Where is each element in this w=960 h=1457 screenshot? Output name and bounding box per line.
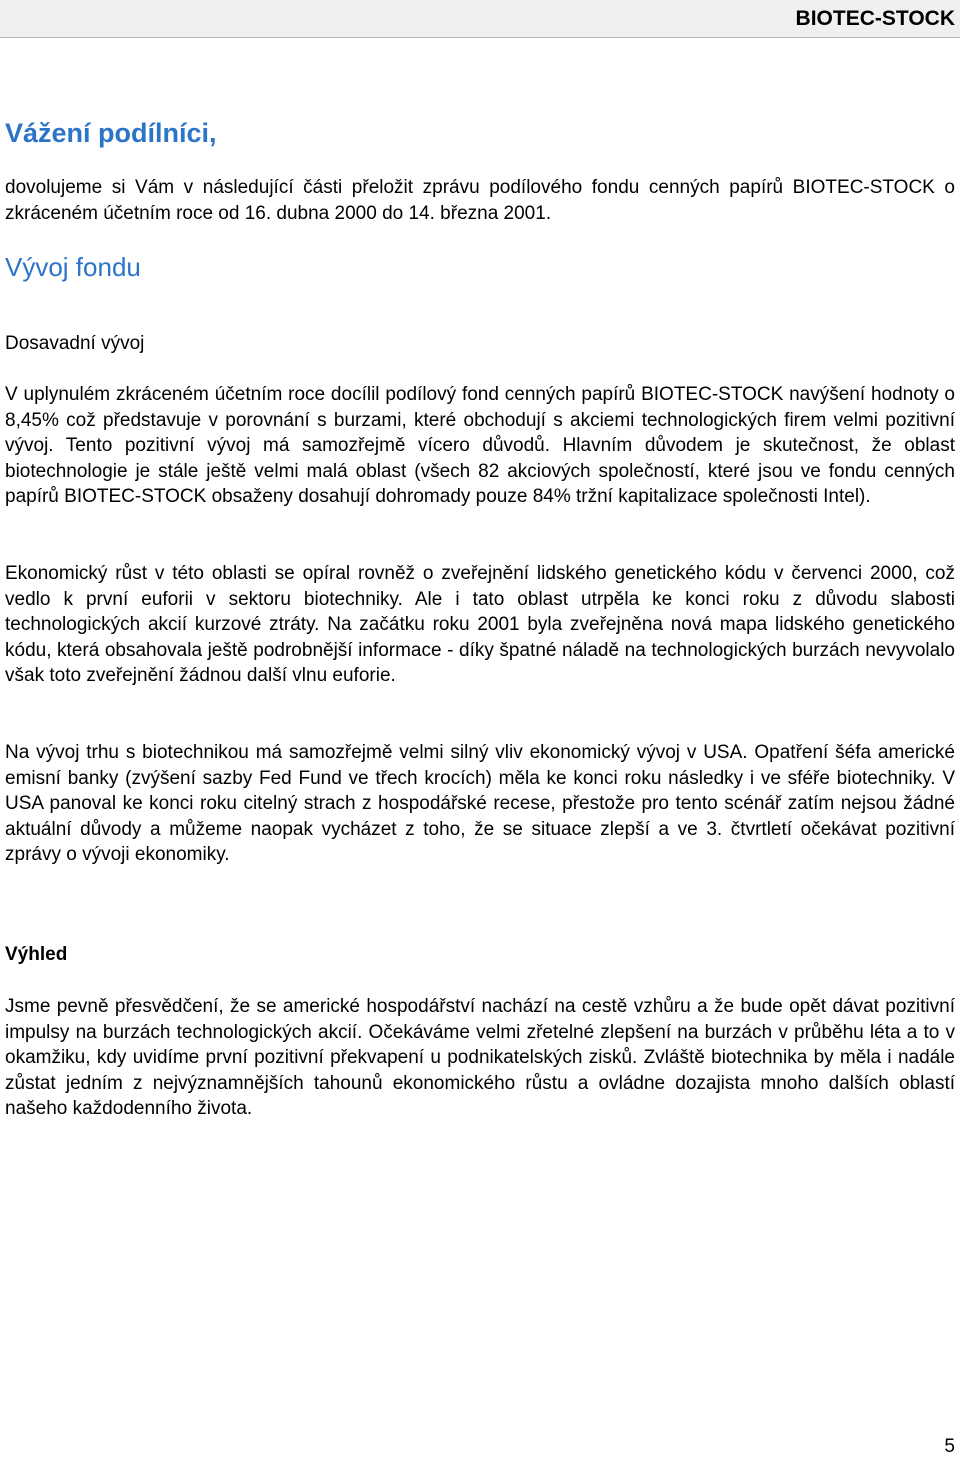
intro-paragraph: dovolujeme si Vám v následující části přeložit zprávu podílového fondu cenných papírů BIOTEC-STOCK o zkráceném účetním roce od 16. dubna 2000 do 14. března 2001.: [5, 177, 955, 224]
subsection-outlook-title: Výhled: [5, 944, 68, 965]
greeting-heading: Vážení podílníci,: [5, 118, 217, 148]
history-paragraph-3: Na vývoj trhu s biotechnikou má samozřejmě velmi silný vliv ekonomický vývoj v USA. Opatření šéfa americké emisní banky (zvýšení sazby Fed Fund ve třech krocích) měla ke konci roku následky i ve sféře biotechniky. V USA panoval ke konci roku citelný strach z hospodářské recese, přestože pro tento scénář zatím nejsou žádné aktuální důvody a můžeme naopak vycházet z toho, že se situace zlepší a ve 3. čtvrtletí očekávat pozitivní zprávy o vývoji ekonomiky.: [5, 742, 955, 865]
page-header: [0, 0, 960, 38]
header-title: BIOTEC-STOCK: [795, 7, 955, 30]
outlook-paragraph-1: Jsme pevně přesvědčení, že se americké hospodářství nachází na cestě vzhůru a že bude opět dávat pozitivní impulsy na burzách technologických akcií. Očekáváme velmi zřetelné zlepšení na burzách v průběhu léta a to v okamžiku, kdy uvidíme první pozitivní překvapení u podnikatelských zisků. Zvláště biotechnika by měla i nadále zůstat jedním z nejvýznamnějších tahounů ekonomického růstu a ovládne dozajista mnoho dalších oblastí našeho každodenního života.: [5, 996, 955, 1119]
subsection-history-title: Dosavadní vývoj: [5, 333, 145, 354]
page-number: 5: [944, 1436, 955, 1457]
history-paragraph-2: Ekonomický růst v této oblasti se opíral rovněž o zveřejnění lidského genetického kódu v červenci 2000, což vedlo k první euforii v sektoru biotechniky. Ale i tato oblast utrpěla ke konci roku z důvodu slabosti technologických akcií kurzové ztráty. Na začátku roku 2001 byla zveřejněna nová mapa lidského genetického kódu, která obsahovala ještě podrobnější informace - díky špatné náladě na technologických burzách nevyvolalo však toto zveřejnění žádnou další vlnu euforie.: [5, 563, 955, 686]
section-title: Vývoj fondu: [5, 252, 141, 282]
history-paragraph-1: V uplynulém zkráceném účetním roce docílil podílový fond cenných papírů BIOTEC-STOCK navýšení hodnoty o 8,45% což představuje v porovnání s burzami, které obchodují s akciemi technologických firem velmi pozitivní vývoj. Tento pozitivní vývoj má samozřejmě vícero důvodů. Hlavním důvodem je skutečnost, že oblast biotechnologie je stále ještě velmi malá oblast (všech 82 akciových společností, které jsou ve fondu cenných papírů BIOTEC-STOCK obsaženy dosahují dohromady pouze 84% tržní kapitalizace společnosti Intel).: [5, 384, 955, 507]
